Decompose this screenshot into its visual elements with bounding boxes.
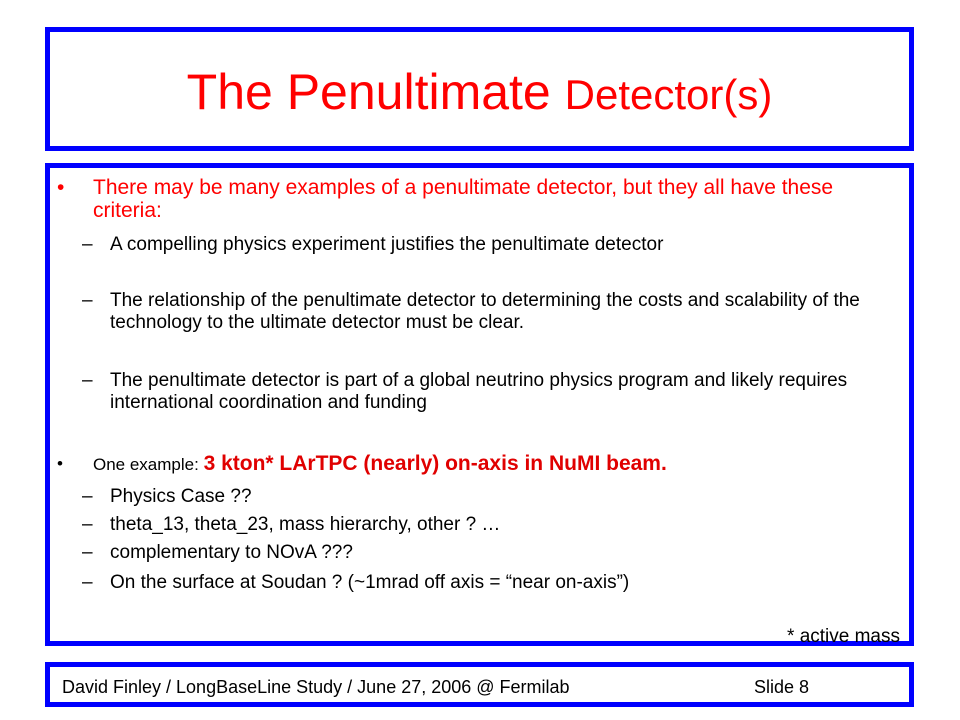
bullet-icon: • [57,454,63,473]
example-emphasis: 3 kton* LArTPC (nearly) on-axis in NuMI beam. [203,452,667,475]
dash-icon: – [82,290,93,311]
example-sub-3-text: complementary to NOvA ??? [110,542,353,563]
dash-icon: – [82,542,93,563]
bullet-icon: • [57,176,65,199]
example-lead: One example: [93,455,204,474]
dash-icon: – [82,572,93,593]
example-sub-4-text: On the surface at Soudan ? (~1mrad off axis = “near on-axis”) [110,572,630,593]
sub-item-3-text: The penultimate detector is part of a global neutrino physics program and likely requires international coordination and funding [110,370,848,413]
bullet-criteria-text: There may be many examples of a penultimate detector, but they all have these criteria: [93,176,834,222]
example-sub-1-text: Physics Case ?? [110,486,252,507]
slide-number: Slide 8 [753,677,809,697]
dash-icon: – [82,234,93,255]
footer-box [45,662,914,707]
footnote: * active mass [787,626,900,647]
example-sub-2-text: theta_13, theta_23, mass hierarchy, other ? … [110,514,501,535]
title-suffix: Detector(s) [564,71,773,118]
slide-title [50,62,909,125]
dash-icon: – [82,486,93,507]
title-main: The Penultimate [186,64,565,120]
sub-item-2-text: The relationship of the penultimate detector to determining the costs and scalability of the technology to the ultimate detector must be clear. [110,290,860,333]
sub-item-1-text: A compelling physics experiment justifies the penultimate detector [110,234,664,255]
title-box [45,27,914,151]
dash-icon: – [82,370,93,391]
dash-icon: – [82,514,93,535]
footer-credit: David Finley / LongBaseLine Study / June 27, 2006 @ Fermilab [62,677,570,697]
